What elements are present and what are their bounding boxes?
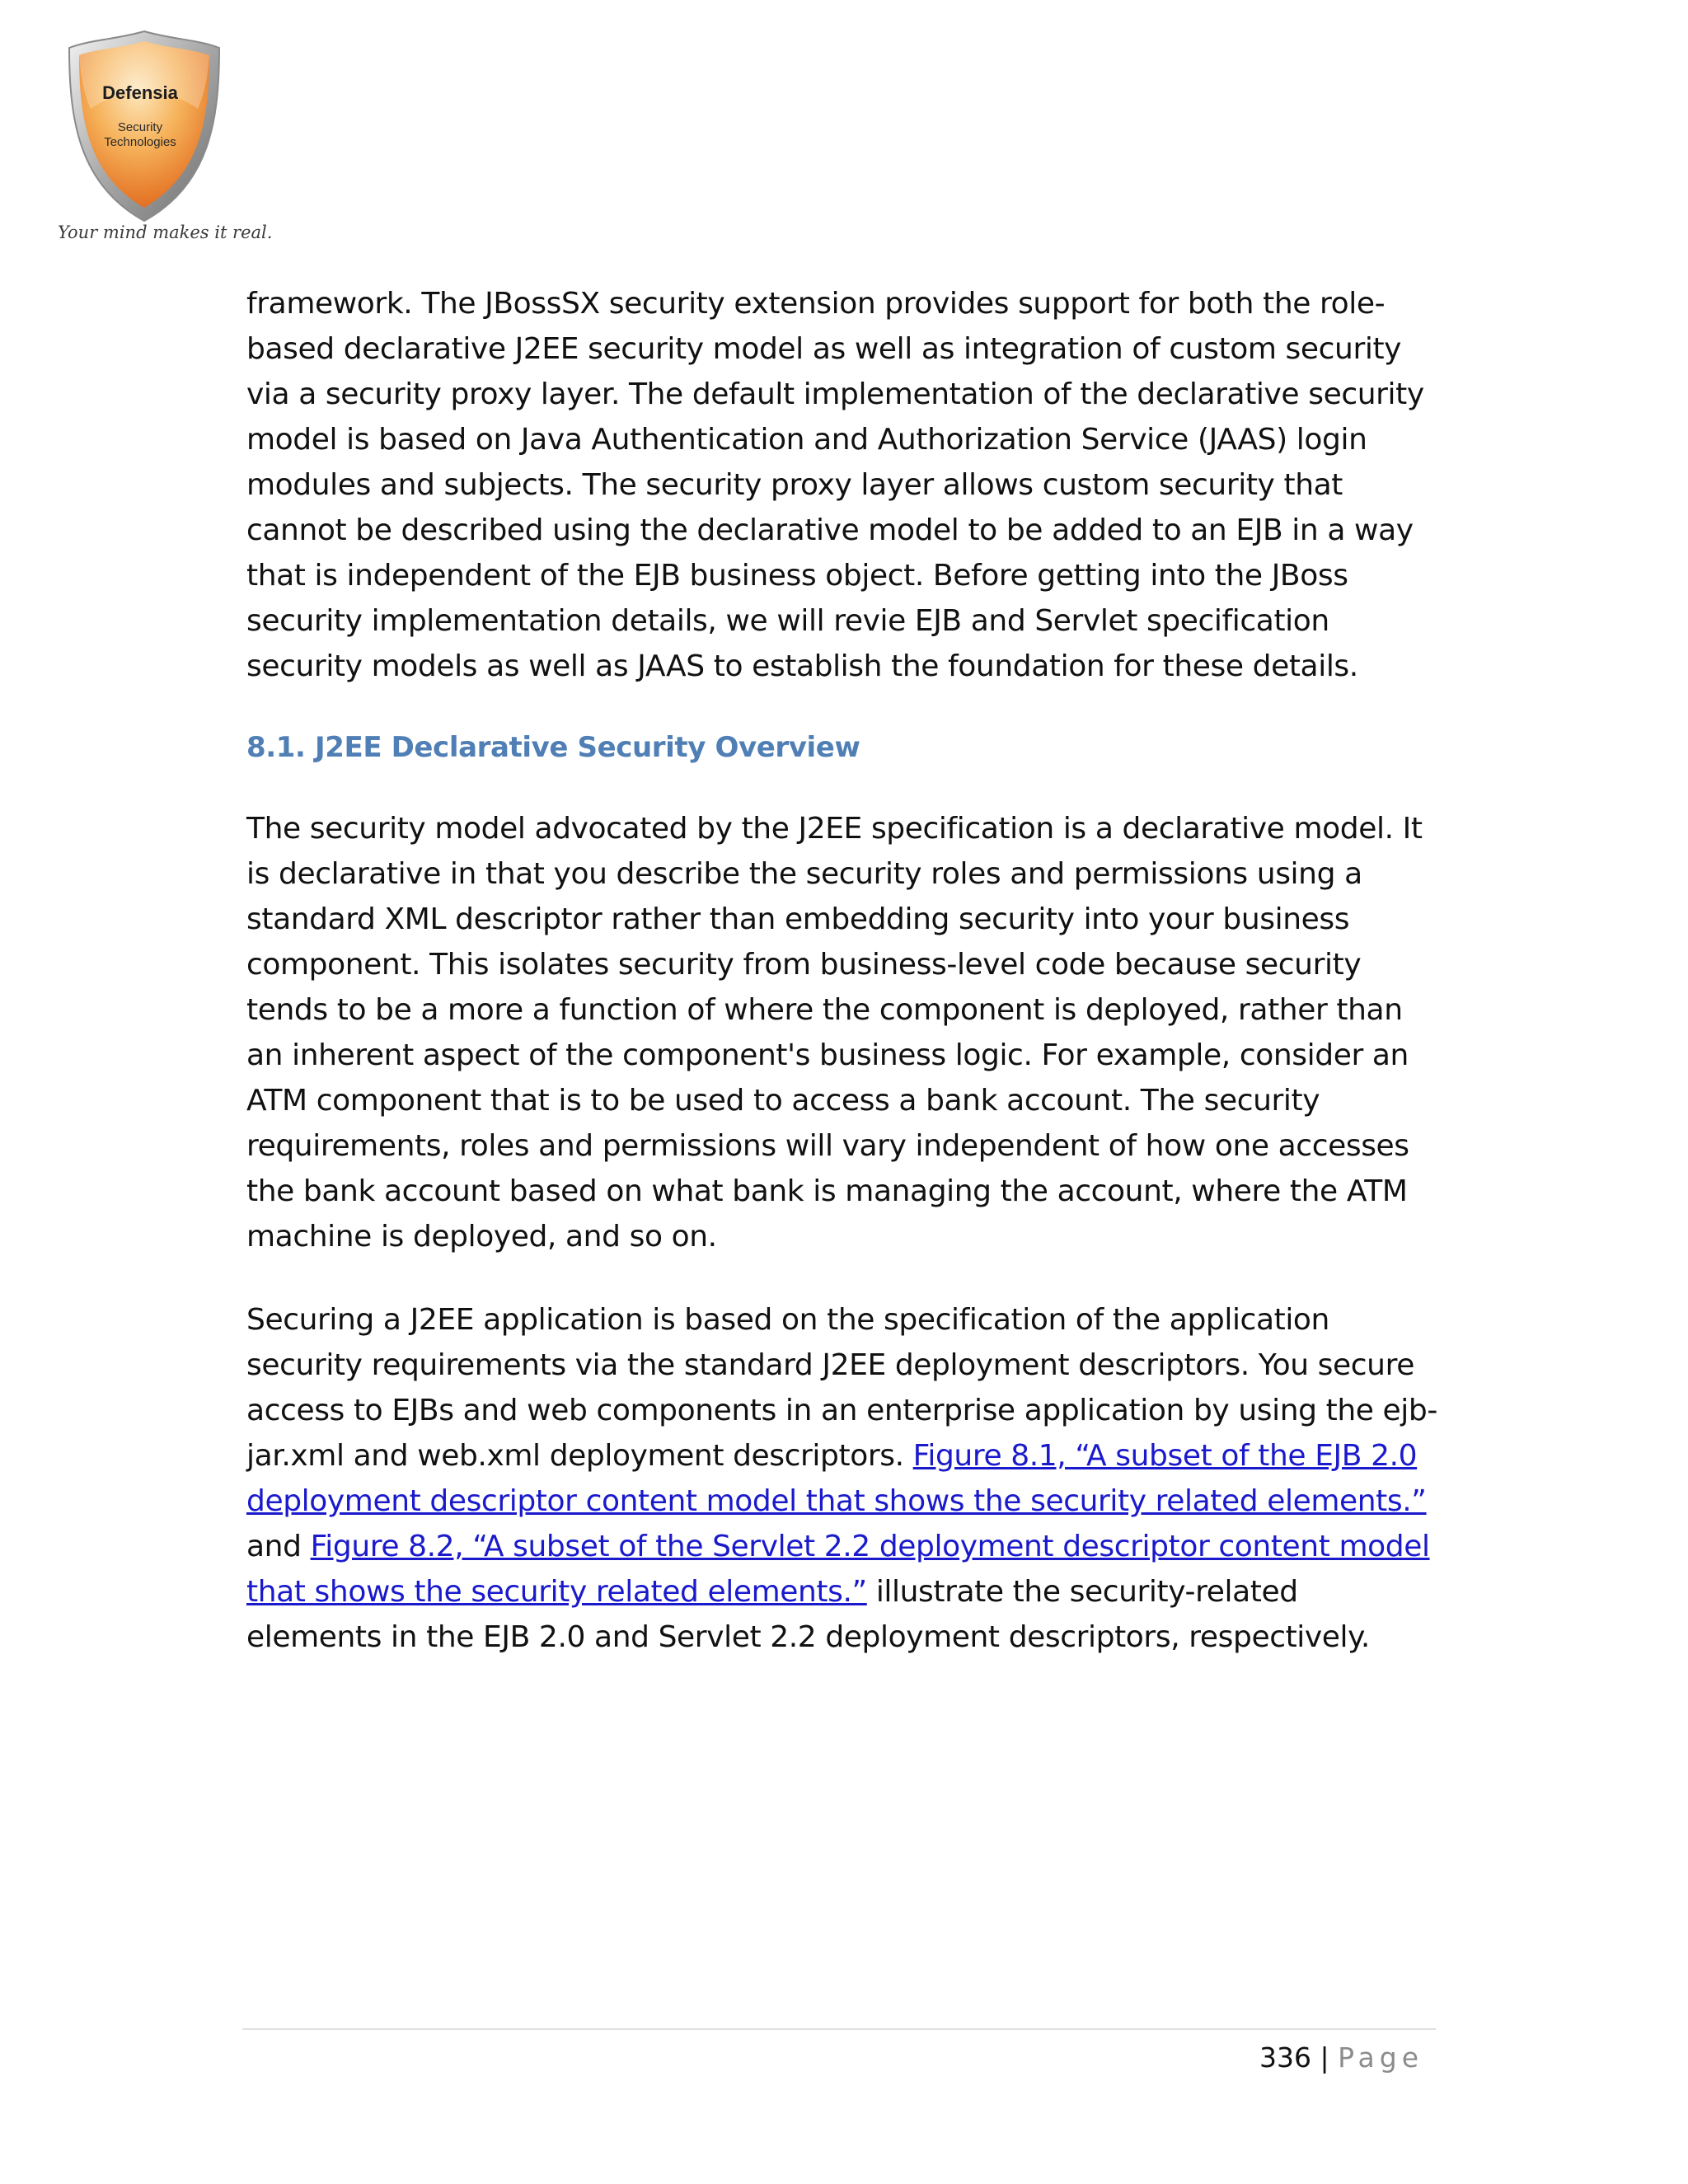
logo-subtitle-line1: Security [117,120,163,134]
page-number: 336 [1259,2041,1311,2074]
paragraph-jbosssx-intro: framework. The JBossSX security extension provides support for both the role-based declarative J2EE security model as well as integration of custom security via a security proxy layer. The default implementation of the declarative security model is based on Java Authentication and Authorization Service (JAAS) login modules and subjects. The security proxy layer allows custom security that cannot be described using the declarative model to be added to an EJB in a way that is independent of the EJB business object. Before getting into the JBoss security implementation details, we will revie EJB and Servlet specification security models as well as JAAS to establish the foundation for these details. [246,287,1424,683]
logo-subtitle [66,120,214,150]
figure-8-2-link[interactable]: Figure 8.2, “A subset of the Servlet 2.2 deployment descriptor content model that shows the security related elements.” [246,1530,1430,1609]
document-body [246,281,1442,1660]
logo-brand-name: Defensia [102,82,178,103]
section-heading: 8.1. J2EE Declarative Security Overview [246,731,860,764]
paragraph-text-before: Securing a J2EE application is based on the specification of the application security requirements via the standard J2EE deployment descriptors. You secure access to EJBs and web components in an enterprise application by using the ejb-jar.xml and web.xml deployment descriptors. [246,1303,1437,1473]
paragraph-declarative-model: The security model advocated by the J2EE specification is a declarative model. It is declarative in that you describe the security roles and permissions using a standard XML descriptor rather than embedding security into your business component. This isolates security from business-level code because security tends to be a more a function of where the component is deployed, rather than an inherent aspect of the component's business logic. For example, consider an ATM component that is to be used to access a bank account. The security requirements, roles and permissions will vary independent of how one accesses the bank account based on what bank is managing the account, where the ATM machine is deployed, and so on. [246,812,1423,1254]
footer-separator: | [1320,2041,1329,2074]
logo-tagline: Your mind makes it real. [58,223,273,242]
paragraph-text-mid: and [246,1530,311,1563]
footer-divider [242,2028,1436,2030]
page-label: Page [1338,2041,1423,2074]
page-footer [1236,2037,1423,2079]
company-logo [56,28,273,259]
figure-8-1-link[interactable]: Figure 8.1, “A subset of the EJB 2.0 deployment descriptor content model that shows the security related elements.” [246,1439,1427,1518]
paragraph-securing-application [246,1297,1442,1660]
logo-subtitle-line2: Technologies [104,135,176,149]
paragraph-text-after: illustrate the security-related elements in the EJB 2.0 and Servlet 2.2 deployment descriptors, respectively. [246,1575,1370,1654]
